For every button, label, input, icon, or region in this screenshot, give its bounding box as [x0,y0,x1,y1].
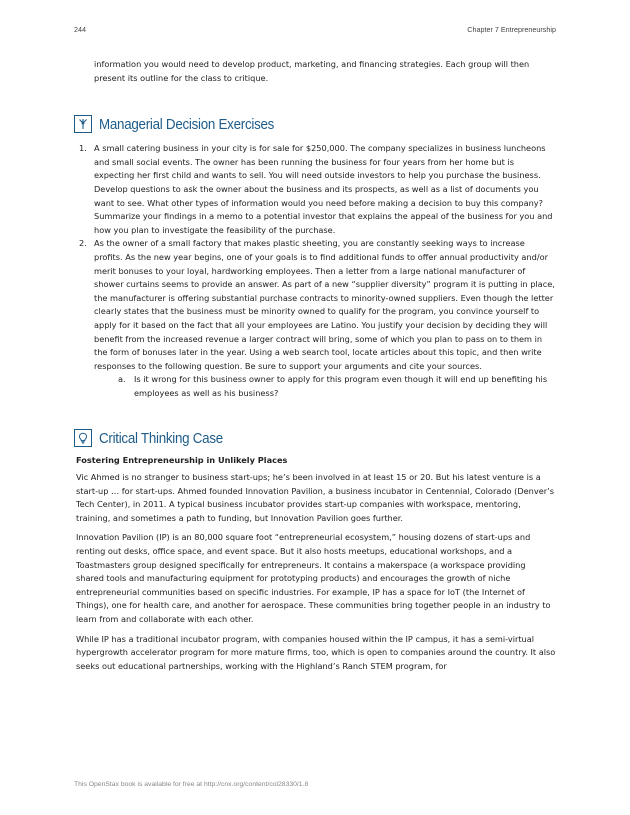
lightbulb-icon [74,429,92,447]
running-chapter-title: Chapter 7 Entrepreneurship [467,25,556,34]
exercise-number: 2. [79,238,87,249]
subitem-letter: a. [118,374,126,385]
decision-tree-icon [74,115,92,133]
exercise-subitem-a [112,373,556,400]
critical-section-heading [76,427,556,449]
exercise-number: 1. [79,143,87,154]
case-subtitle: Fostering Entrepreneurship in Unlikely Places [76,455,288,466]
section-title-critical: Critical Thinking Case [99,429,223,447]
managerial-section-heading [76,113,556,135]
exercise-list [76,142,556,400]
page-footer: This OpenStax book is available for free at http://cnx.org/content/col28330/1.8 [74,781,309,788]
case-paragraph: While IP has a traditional incubator program, with companies housed within the IP campus, it has a semi-virtual hypergrowth accelerator program for more mature firms, too, which is open to companies around the country. It also seeks out educational partnerships, working with the Highland’s Ranch STEM program, for [76,633,556,671]
exercise-item-2 [76,237,556,400]
intro-paragraph: information you would need to develop product, marketing, and financing strategies. Each group will then present its outline for the class to critique. [94,59,530,83]
page-content [76,58,556,679]
exercise-text: A small catering business in your city is for sale for $250,000. The company specializes in business luncheons and small social events. The owner has been running the business for four years from her home but is expecting her first child and wants to sell. You will need outside investors to help you purchase the business. Develop questions to ask the owner about the business and its prospects, as well as a list of documents you want to see. What other types of information would you need before making a decision to buy this company? Summarize your findings in a memo to a potential investor that explains the appeal of the business for you and how you plan to investigate the feasibility of the purchase. [94,143,553,235]
page-number: 244 [74,25,86,34]
case-paragraph: Vic Ahmed is no stranger to business start-ups; he’s been involved in at least 15 or 20. But his latest venture is a start-up … for start-ups. Ahmed founded Innovation Pavilion, a business incubator in Centennial, Colorado (Denver’s Tech Center), in 2011. A typical business incubator provides start-up companies with workspace, mentoring, training, and sometimes a path to funding, but Innovation Pavilion goes further. [76,472,554,523]
page-header [74,25,556,37]
case-body [76,454,556,673]
case-paragraph: Innovation Pavilion (IP) is an 80,000 square foot “entrepreneurial ecosystem,” housing dozens of start-ups and renting out desks, office space, and event space. But it also hosts meetups, educational workshops, and a Toastmasters group designed specifically for entrepreneurs. It contains a makerspace (a workspace providing shared tools and manufacturing equipment for prototyping products) and encourages the growth of niche entrepreneurial communities based on specific industries. For example, IP has a space for IoT (the Internet of Things), one for health care, and another for aerospace. These communities bring together people in an industry to learn from and collaborate with each other. [76,532,551,624]
subitem-text: Is it wrong for this business owner to apply for this program even though it will end up benefiting his employees as well as his business? [134,374,548,398]
exercise-item-1 [76,142,556,237]
section-title-managerial: Managerial Decision Exercises [99,115,275,133]
exercise-text: As the owner of a small factory that makes plastic sheeting, you are constantly seeking ways to increase profits. As the new year begins, one of your goals is to find additional funds to offer annual productivity and/or merit bonuses to your loyal, hardworking employees. Then a letter from a large national manufacturer of shower curtains seems to provide an answer. As part of a new “supplier diversity” program it is putting in place, the manufacturer is offering substantial purchase contracts to minority-owned suppliers. Even though the letter clearly states that the business must be minority owned to qualify for the program, you convince yourself to apply for it based on the fact that all your employees are Latino. You justify your decision by deciding they will benefit from the increased revenue a larger contract will bring, some of which you plan to pass on to them in the form of bonuses later in the year. Using a web search tool, locate articles about this topic, and then write responses to the following question. Be sure to support your arguments and cite your sources. [94,238,555,371]
exercise-sub-list [94,373,556,400]
